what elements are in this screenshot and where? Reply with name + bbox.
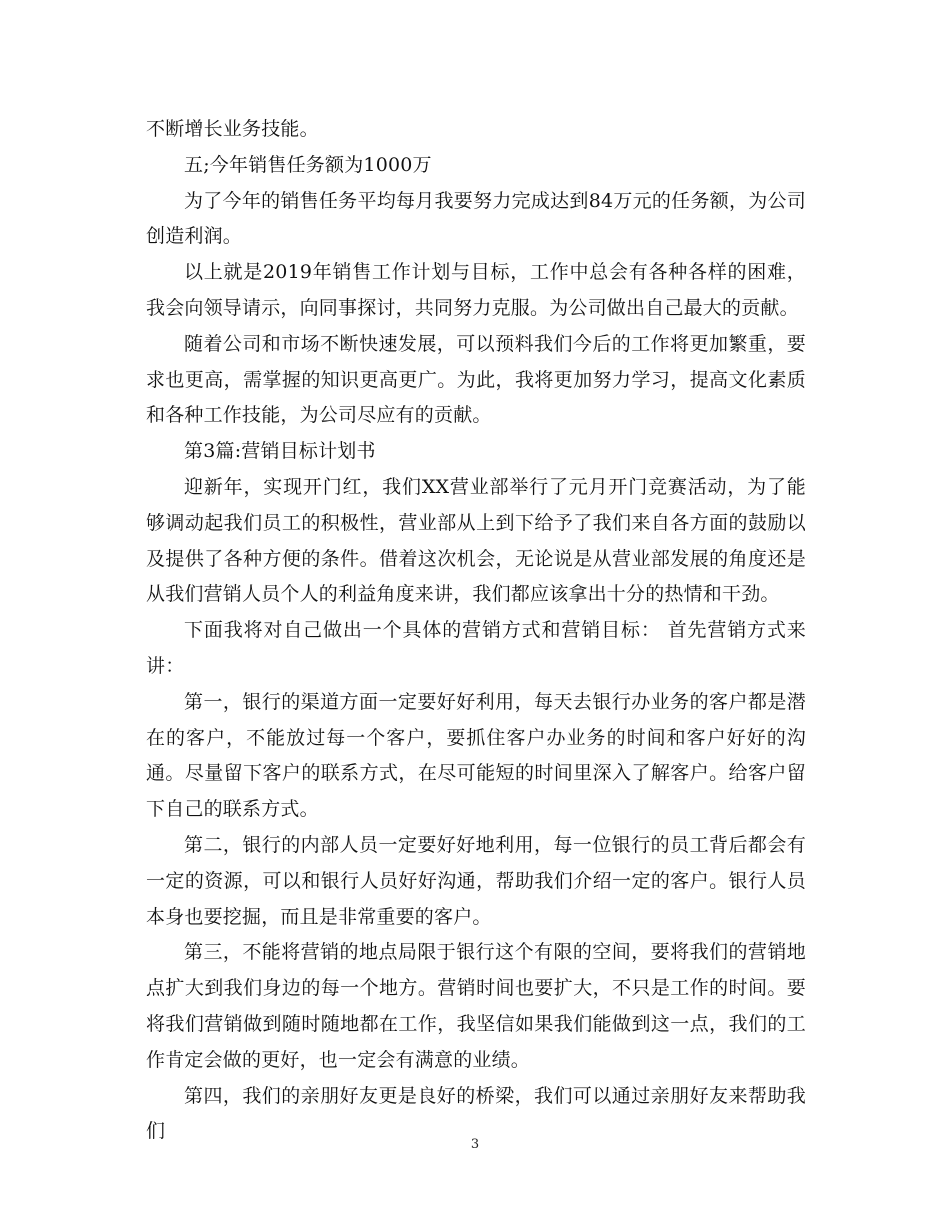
page-number: 3 <box>470 1137 480 1152</box>
section-heading: 第3篇:营销目标计划书 <box>184 440 376 463</box>
paragraph-8: 下面我将对自己做出一个具体的营销方式和营销目标： 首先营销方式来讲： <box>146 619 806 677</box>
paragraph-12: 第四，我们的亲朋好友更是良好的桥梁，我们可以通过亲朋好友来帮助我们 <box>146 1084 806 1143</box>
paragraph-5: 随着公司和市场不断快速发展，可以预料我们今后的工作将更加繁重，要求也更高，需掌握的知识更高更广。为此，我将更加努力学习，提高文化素质和各种工作技能，为公司尽应有的贡献。 <box>146 332 806 427</box>
paragraph-1: 不断增长业务技能。 <box>146 118 319 140</box>
paragraph-3: 为了今年的销售任务平均每月我要努力完成达到84万元的任务额，为公司创造利润。 <box>146 189 806 248</box>
paragraph-11: 第三，不能将营销的地点局限于银行这个有限的空间，要将我们的营销地点扩大到我们身边的每一个地方。营销时间也要扩大，不只是工作的时间。要将我们营销做到随时随地都在工作，我坚信如果我们能做到这一点，我们的工作肯定会做的更好，也一定会有满意的业绩。 <box>146 941 806 1071</box>
paragraph-7: 迎新年，实现开门红，我们XX营业部举行了元月开门竞赛活动，为了能够调动起我们员工的积极性，营业部从上到下给予了我们来自各方面的鼓励以及提供了各种方便的条件。借着这次机会，无论说是从营业部发展的角度还是从我们营销人员个人的利益角度来讲，我们都应该拿出十分的热情和干劲。 <box>146 475 806 606</box>
paragraph-9: 第一，银行的渠道方面一定要好好利用，每天去银行办业务的客户都是潜在的客户，不能放过每一个客户，要抓住客户办业务的时间和客户好好的沟通。尽量留下客户的联系方式，在尽可能短的时间里深入了解客户。给客户留下自己的联系方式。 <box>146 690 806 821</box>
paragraph-4: 以上就是2019年销售工作计划与目标，工作中总会有各种各样的困难，我会向领导请示，向同事探讨，共同努力克服。为公司做出自己最大的贡献。 <box>146 261 806 319</box>
paragraph-10: 第二，银行的内部人员一定要好好地利用，每一位银行的员工背后都会有一定的资源，可以和银行人员好好沟通，帮助我们介绍一定的客户。银行人员本身也要挖掘，而且是非常重要的客户。 <box>146 833 806 928</box>
document-body <box>146 112 806 1150</box>
paragraph-2: 五;今年销售任务额为1000万 <box>184 153 432 176</box>
